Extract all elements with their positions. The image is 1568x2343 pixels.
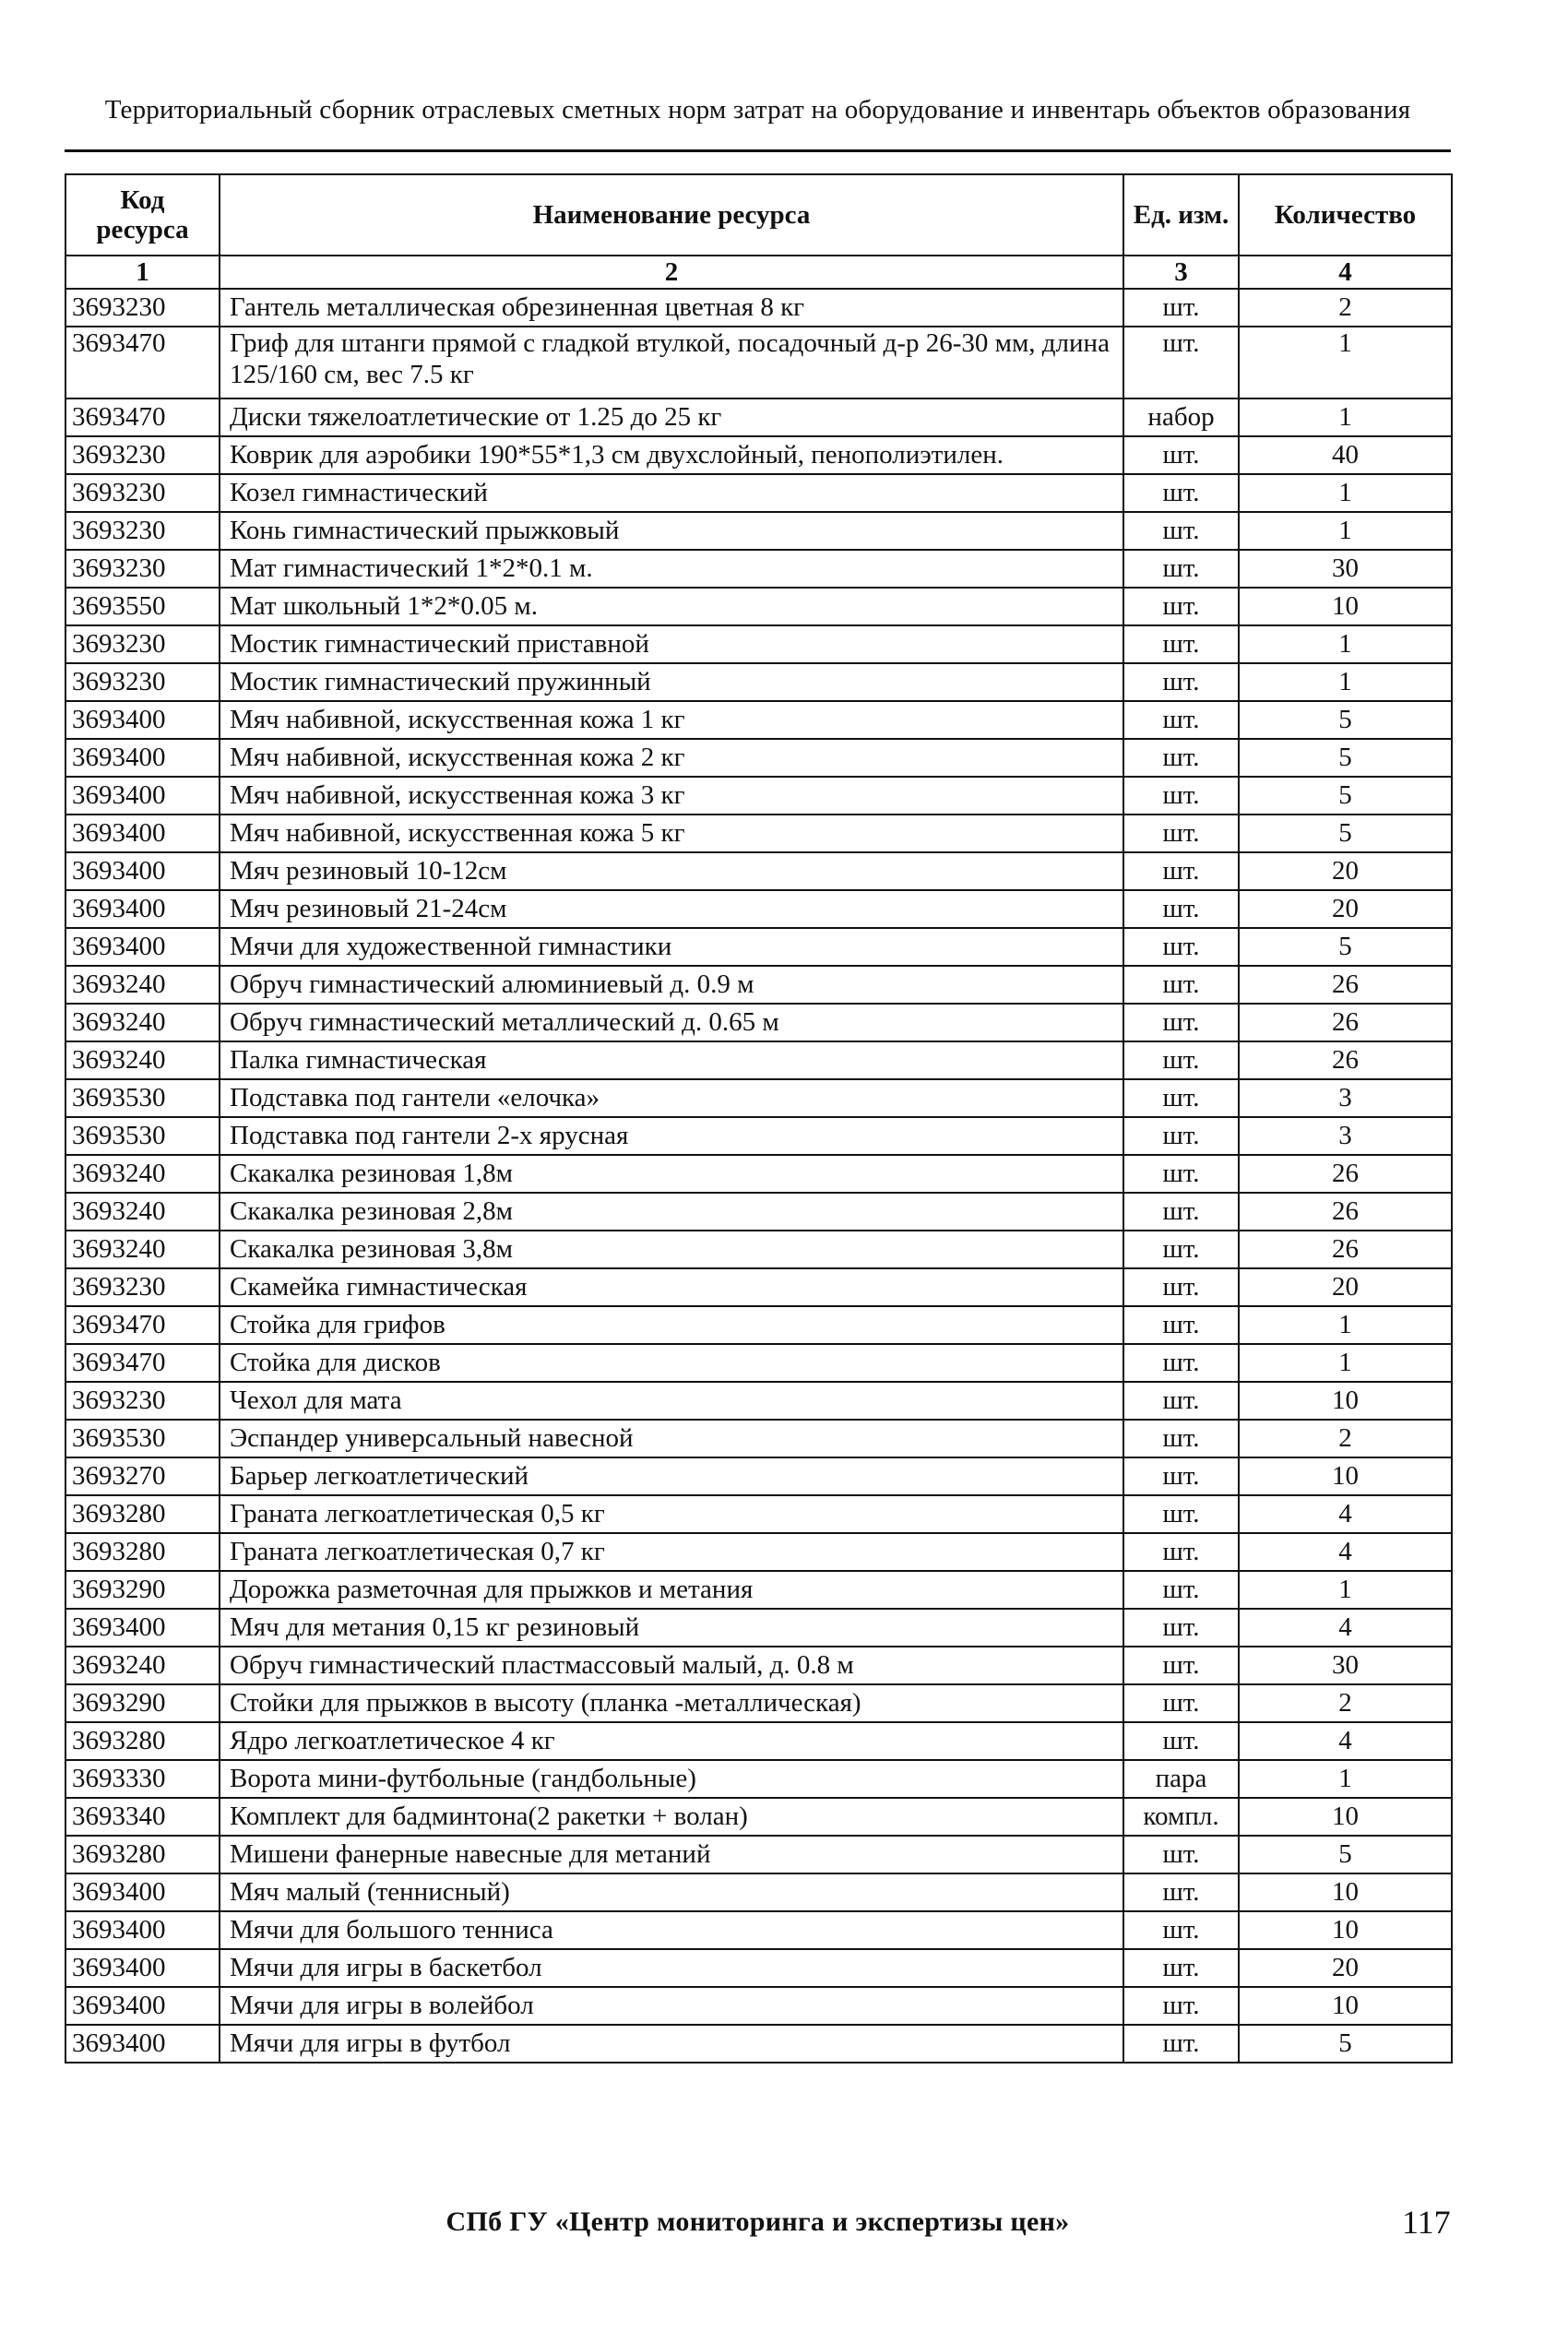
unit-cell: шт. (1123, 928, 1239, 966)
unit-cell: шт. (1123, 1911, 1239, 1949)
table-row (65, 739, 1452, 777)
unit-cell: шт. (1123, 512, 1239, 550)
resource-name-cell: Диски тяжелоатлетические от 1.25 до 25 кг (220, 398, 1123, 436)
resource-code-cell: 3693240 (65, 1155, 220, 1193)
resource-code-cell: 3693230 (65, 512, 220, 550)
resource-name-cell: Мяч набивной, искусственная кожа 3 кг (220, 777, 1123, 815)
unit-cell: шт. (1123, 1457, 1239, 1495)
resource-code-cell: 3693400 (65, 890, 220, 928)
unit-cell: шт. (1123, 1306, 1239, 1344)
unit-cell: шт. (1123, 436, 1239, 474)
resource-code-cell: 3693400 (65, 1911, 220, 1949)
resource-name-cell: Обруч гимнастический пластмассовый малый, д. 0.8 м (220, 1647, 1123, 1684)
resource-name-cell: Чехол для мата (220, 1382, 1123, 1420)
column-header-name: Наименование ресурса (220, 174, 1123, 256)
resource-code-cell: 3693530 (65, 1079, 220, 1117)
quantity-cell: 10 (1239, 1798, 1452, 1836)
resource-code-cell: 3693230 (65, 625, 220, 663)
unit-cell: шт. (1123, 1949, 1239, 1987)
column-number: 4 (1239, 256, 1452, 289)
table-row (65, 1344, 1452, 1382)
table-row (65, 1722, 1452, 1760)
resource-name-cell: Гриф для штанги прямой с гладкой втулкой, посадочный д-р 26-30 мм, длина 125/160 см, вес 7.5 кг (220, 327, 1123, 398)
unit-cell: шт. (1123, 1268, 1239, 1306)
unit-cell: шт. (1123, 1420, 1239, 1457)
column-number: 2 (220, 256, 1123, 289)
resource-code-cell: 3693470 (65, 1344, 220, 1382)
quantity-cell: 4 (1239, 1722, 1452, 1760)
resource-code-cell: 3693400 (65, 701, 220, 739)
resource-table (65, 173, 1453, 2064)
table-row (65, 625, 1452, 663)
unit-cell: шт. (1123, 663, 1239, 701)
quantity-cell: 26 (1239, 1041, 1452, 1079)
quantity-cell: 1 (1239, 474, 1452, 512)
unit-cell: шт. (1123, 2025, 1239, 2063)
table-row (65, 550, 1452, 588)
resource-code-cell: 3693470 (65, 398, 220, 436)
resource-code-cell: 3693240 (65, 1041, 220, 1079)
resource-name-cell: Мяч резиновый 10-12см (220, 852, 1123, 890)
resource-code-cell: 3693400 (65, 777, 220, 815)
table-row (65, 701, 1452, 739)
unit-cell: шт. (1123, 701, 1239, 739)
quantity-cell: 3 (1239, 1117, 1452, 1155)
table-row (65, 1798, 1452, 1836)
table-row (65, 1155, 1452, 1193)
resource-code-cell: 3693530 (65, 1420, 220, 1457)
quantity-cell: 26 (1239, 1193, 1452, 1231)
quantity-cell: 1 (1239, 398, 1452, 436)
unit-cell: пара (1123, 1760, 1239, 1798)
resource-name-cell: Дорожка разметочная для прыжков и метания (220, 1571, 1123, 1609)
resource-code-cell: 3693230 (65, 436, 220, 474)
quantity-cell: 26 (1239, 1004, 1452, 1041)
unit-cell: шт. (1123, 1684, 1239, 1722)
resource-code-cell: 3693240 (65, 966, 220, 1004)
resource-code-cell: 3693330 (65, 1760, 220, 1798)
resource-code-cell: 3693400 (65, 739, 220, 777)
unit-cell: компл. (1123, 1798, 1239, 1836)
resource-code-cell: 3693470 (65, 327, 220, 398)
resource-code-cell: 3693280 (65, 1722, 220, 1760)
unit-cell: шт. (1123, 777, 1239, 815)
column-number: 1 (65, 256, 220, 289)
table-row (65, 1533, 1452, 1571)
resource-name-cell: Скакалка резиновая 1,8м (220, 1155, 1123, 1193)
unit-cell: шт. (1123, 1117, 1239, 1155)
unit-cell: шт. (1123, 1193, 1239, 1231)
resource-name-cell: Граната легкоатлетическая 0,5 кг (220, 1495, 1123, 1533)
table-row (65, 436, 1452, 474)
quantity-cell: 2 (1239, 1684, 1452, 1722)
quantity-cell: 10 (1239, 1873, 1452, 1911)
quantity-cell: 26 (1239, 966, 1452, 1004)
resource-name-cell: Мячи для художественной гимнастики (220, 928, 1123, 966)
quantity-cell: 26 (1239, 1231, 1452, 1268)
resource-code-cell: 3693280 (65, 1533, 220, 1571)
quantity-cell: 5 (1239, 739, 1452, 777)
resource-name-cell: Мячи для большого тенниса (220, 1911, 1123, 1949)
unit-cell: шт. (1123, 588, 1239, 625)
resource-name-cell: Скакалка резиновая 3,8м (220, 1231, 1123, 1268)
resource-name-cell: Мяч резиновый 21-24см (220, 890, 1123, 928)
table-row (65, 1949, 1452, 1987)
table-row (65, 1495, 1452, 1533)
table-row (65, 1306, 1452, 1344)
table-row (65, 966, 1452, 1004)
table-row (65, 1117, 1452, 1155)
resource-code-cell: 3693400 (65, 1987, 220, 2025)
quantity-cell: 4 (1239, 1609, 1452, 1647)
resource-code-cell: 3693240 (65, 1647, 220, 1684)
unit-cell: шт. (1123, 1079, 1239, 1117)
resource-name-cell: Эспандер универсальный навесной (220, 1420, 1123, 1457)
table-row (65, 663, 1452, 701)
resource-name-cell: Граната легкоатлетическая 0,7 кг (220, 1533, 1123, 1571)
unit-cell: шт. (1123, 625, 1239, 663)
table-row (65, 512, 1452, 550)
resource-name-cell: Скакалка резиновая 2,8м (220, 1193, 1123, 1231)
quantity-cell: 2 (1239, 1420, 1452, 1457)
table-row (65, 1760, 1452, 1798)
quantity-cell: 10 (1239, 1911, 1452, 1949)
quantity-cell: 1 (1239, 1344, 1452, 1382)
table-body (65, 289, 1452, 2063)
resource-name-cell: Обруч гимнастический металлический д. 0.65 м (220, 1004, 1123, 1041)
unit-cell: шт. (1123, 1004, 1239, 1041)
resource-name-cell: Мяч набивной, искусственная кожа 2 кг (220, 739, 1123, 777)
resource-code-cell: 3693230 (65, 1268, 220, 1306)
resource-name-cell: Конь гимнастический прыжковый (220, 512, 1123, 550)
table-row (65, 1911, 1452, 1949)
unit-cell: шт. (1123, 327, 1239, 398)
table-row (65, 1684, 1452, 1722)
quantity-cell: 1 (1239, 625, 1452, 663)
resource-name-cell: Подставка под гантели «елочка» (220, 1079, 1123, 1117)
quantity-cell: 4 (1239, 1495, 1452, 1533)
quantity-cell: 5 (1239, 1836, 1452, 1873)
resource-name-cell: Мат гимнастический 1*2*0.1 м. (220, 550, 1123, 588)
column-header-unit: Ед. изм. (1123, 174, 1239, 256)
table-row (65, 289, 1452, 327)
unit-cell: шт. (1123, 1155, 1239, 1193)
quantity-cell: 10 (1239, 1987, 1452, 2025)
resource-name-cell: Подставка под гантели 2-х ярусная (220, 1117, 1123, 1155)
quantity-cell: 1 (1239, 327, 1452, 398)
table-row (65, 1004, 1452, 1041)
resource-name-cell: Комплект для бадминтона(2 ракетки + волан) (220, 1798, 1123, 1836)
resource-name-cell: Мяч набивной, искусственная кожа 1 кг (220, 701, 1123, 739)
resource-code-cell: 3693270 (65, 1457, 220, 1495)
unit-cell: шт. (1123, 1041, 1239, 1079)
quantity-cell: 3 (1239, 1079, 1452, 1117)
table-row (65, 928, 1452, 966)
resource-name-cell: Ядро легкоатлетическое 4 кг (220, 1722, 1123, 1760)
unit-cell: набор (1123, 398, 1239, 436)
resource-code-cell: 3693230 (65, 550, 220, 588)
resource-code-cell: 3693290 (65, 1684, 220, 1722)
quantity-cell: 1 (1239, 1571, 1452, 1609)
quantity-cell: 20 (1239, 890, 1452, 928)
resource-name-cell: Стойка для грифов (220, 1306, 1123, 1344)
quantity-cell: 10 (1239, 588, 1452, 625)
quantity-cell: 30 (1239, 1647, 1452, 1684)
quantity-cell: 40 (1239, 436, 1452, 474)
unit-cell: шт. (1123, 289, 1239, 327)
table-row (65, 327, 1452, 398)
quantity-cell: 30 (1239, 550, 1452, 588)
resource-name-cell: Гантель металлическая обрезиненная цветная 8 кг (220, 289, 1123, 327)
table-row (65, 1079, 1452, 1117)
resource-code-cell: 3693230 (65, 289, 220, 327)
resource-code-cell: 3693230 (65, 474, 220, 512)
quantity-cell: 5 (1239, 777, 1452, 815)
resource-code-cell: 3693400 (65, 1609, 220, 1647)
header-divider (65, 149, 1451, 152)
resource-code-cell: 3693400 (65, 815, 220, 852)
resource-code-cell: 3693530 (65, 1117, 220, 1155)
unit-cell: шт. (1123, 1571, 1239, 1609)
table-row (65, 588, 1452, 625)
quantity-cell: 26 (1239, 1155, 1452, 1193)
unit-cell: шт. (1123, 550, 1239, 588)
resource-code-cell: 3693240 (65, 1231, 220, 1268)
table-row (65, 474, 1452, 512)
table-row (65, 2025, 1452, 2063)
table-row (65, 398, 1452, 436)
resource-name-cell: Мишени фанерные навесные для метаний (220, 1836, 1123, 1873)
quantity-cell: 20 (1239, 1268, 1452, 1306)
table-row (65, 1382, 1452, 1420)
unit-cell: шт. (1123, 1533, 1239, 1571)
table-row (65, 890, 1452, 928)
table-row (65, 777, 1452, 815)
table-row (65, 1571, 1452, 1609)
resource-name-cell: Мяч для метания 0,15 кг резиновый (220, 1609, 1123, 1647)
unit-cell: шт. (1123, 1873, 1239, 1911)
table-row (65, 1647, 1452, 1684)
unit-cell: шт. (1123, 1495, 1239, 1533)
page-header-title: Территориальный сборник отраслевых сметных норм затрат на оборудование и инвентарь объектов образования (104, 95, 1411, 125)
resource-name-cell: Мяч малый (теннисный) (220, 1873, 1123, 1911)
table-row (65, 1193, 1452, 1231)
column-header-code: Код ресурса (65, 174, 220, 256)
quantity-cell: 1 (1239, 663, 1452, 701)
resource-code-cell: 3693400 (65, 928, 220, 966)
table-row (65, 1836, 1452, 1873)
resource-name-cell: Стойки для прыжков в высоту (планка -металлическая) (220, 1684, 1123, 1722)
resource-code-cell: 3693240 (65, 1004, 220, 1041)
unit-cell: шт. (1123, 852, 1239, 890)
resource-code-cell: 3693290 (65, 1571, 220, 1609)
table-row (65, 1420, 1452, 1457)
quantity-cell: 20 (1239, 852, 1452, 890)
resource-name-cell: Скамейка гимнастическая (220, 1268, 1123, 1306)
resource-name-cell: Стойка для дисков (220, 1344, 1123, 1382)
table-row (65, 1231, 1452, 1268)
table-row (65, 1268, 1452, 1306)
resource-name-cell: Мяч набивной, искусственная кожа 5 кг (220, 815, 1123, 852)
quantity-cell: 10 (1239, 1457, 1452, 1495)
quantity-cell: 5 (1239, 928, 1452, 966)
quantity-cell: 20 (1239, 1949, 1452, 1987)
quantity-cell: 5 (1239, 701, 1452, 739)
table-row (65, 1457, 1452, 1495)
resource-code-cell: 3693400 (65, 2025, 220, 2063)
quantity-cell: 2 (1239, 289, 1452, 327)
table-row (65, 1873, 1452, 1911)
resource-name-cell: Мостик гимнастический пружинный (220, 663, 1123, 701)
quantity-cell: 5 (1239, 2025, 1452, 2063)
resource-name-cell: Барьер легкоатлетический (220, 1457, 1123, 1495)
unit-cell: шт. (1123, 1231, 1239, 1268)
resource-name-cell: Ворота мини-футбольные (гандбольные) (220, 1760, 1123, 1798)
resource-code-cell: 3693400 (65, 852, 220, 890)
resource-code-cell: 3693230 (65, 663, 220, 701)
quantity-cell: 10 (1239, 1382, 1452, 1420)
resource-code-cell: 3693280 (65, 1836, 220, 1873)
unit-cell: шт. (1123, 890, 1239, 928)
resource-name-cell: Мячи для игры в футбол (220, 2025, 1123, 2063)
column-number-row (65, 256, 1452, 289)
unit-cell: шт. (1123, 815, 1239, 852)
quantity-cell: 1 (1239, 512, 1452, 550)
unit-cell: шт. (1123, 1344, 1239, 1382)
table-row (65, 1987, 1452, 2025)
table-row (65, 815, 1452, 852)
unit-cell: шт. (1123, 1609, 1239, 1647)
resource-code-cell: 3693400 (65, 1873, 220, 1911)
unit-cell: шт. (1123, 1647, 1239, 1684)
page-number: 117 (1402, 2204, 1451, 2241)
unit-cell: шт. (1123, 474, 1239, 512)
unit-cell: шт. (1123, 966, 1239, 1004)
resource-name-cell: Мат школьный 1*2*0.05 м. (220, 588, 1123, 625)
table-row (65, 1041, 1452, 1079)
unit-cell: шт. (1123, 739, 1239, 777)
resource-code-cell: 3693550 (65, 588, 220, 625)
resource-code-cell: 3693340 (65, 1798, 220, 1836)
resource-code-cell: 3693280 (65, 1495, 220, 1533)
quantity-cell: 5 (1239, 815, 1452, 852)
unit-cell: шт. (1123, 1722, 1239, 1760)
resource-code-cell: 3693240 (65, 1193, 220, 1231)
quantity-cell: 1 (1239, 1760, 1452, 1798)
resource-code-cell: 3693470 (65, 1306, 220, 1344)
resource-name-cell: Коврик для аэробики 190*55*1,3 см двухслойный, пенополиэтилен. (220, 436, 1123, 474)
resource-code-cell: 3693400 (65, 1949, 220, 1987)
column-header-row (65, 174, 1452, 256)
resource-name-cell: Мячи для игры в волейбол (220, 1987, 1123, 2025)
resource-name-cell: Обруч гимнастический алюминиевый д. 0.9 м (220, 966, 1123, 1004)
quantity-cell: 1 (1239, 1306, 1452, 1344)
quantity-cell: 4 (1239, 1533, 1452, 1571)
resource-name-cell: Палка гимнастическая (220, 1041, 1123, 1079)
resource-name-cell: Козел гимнастический (220, 474, 1123, 512)
resource-name-cell: Мячи для игры в баскетбол (220, 1949, 1123, 1987)
unit-cell: шт. (1123, 1382, 1239, 1420)
resource-name-cell: Мостик гимнастический приставной (220, 625, 1123, 663)
unit-cell: шт. (1123, 1836, 1239, 1873)
column-number: 3 (1123, 256, 1239, 289)
resource-code-cell: 3693230 (65, 1382, 220, 1420)
column-header-quantity: Количество (1239, 174, 1452, 256)
table-row (65, 1609, 1452, 1647)
table-row (65, 852, 1452, 890)
unit-cell: шт. (1123, 1987, 1239, 2025)
footer-organization: СПб ГУ «Центр мониторинга и экспертизы цен» (445, 2206, 1070, 2237)
